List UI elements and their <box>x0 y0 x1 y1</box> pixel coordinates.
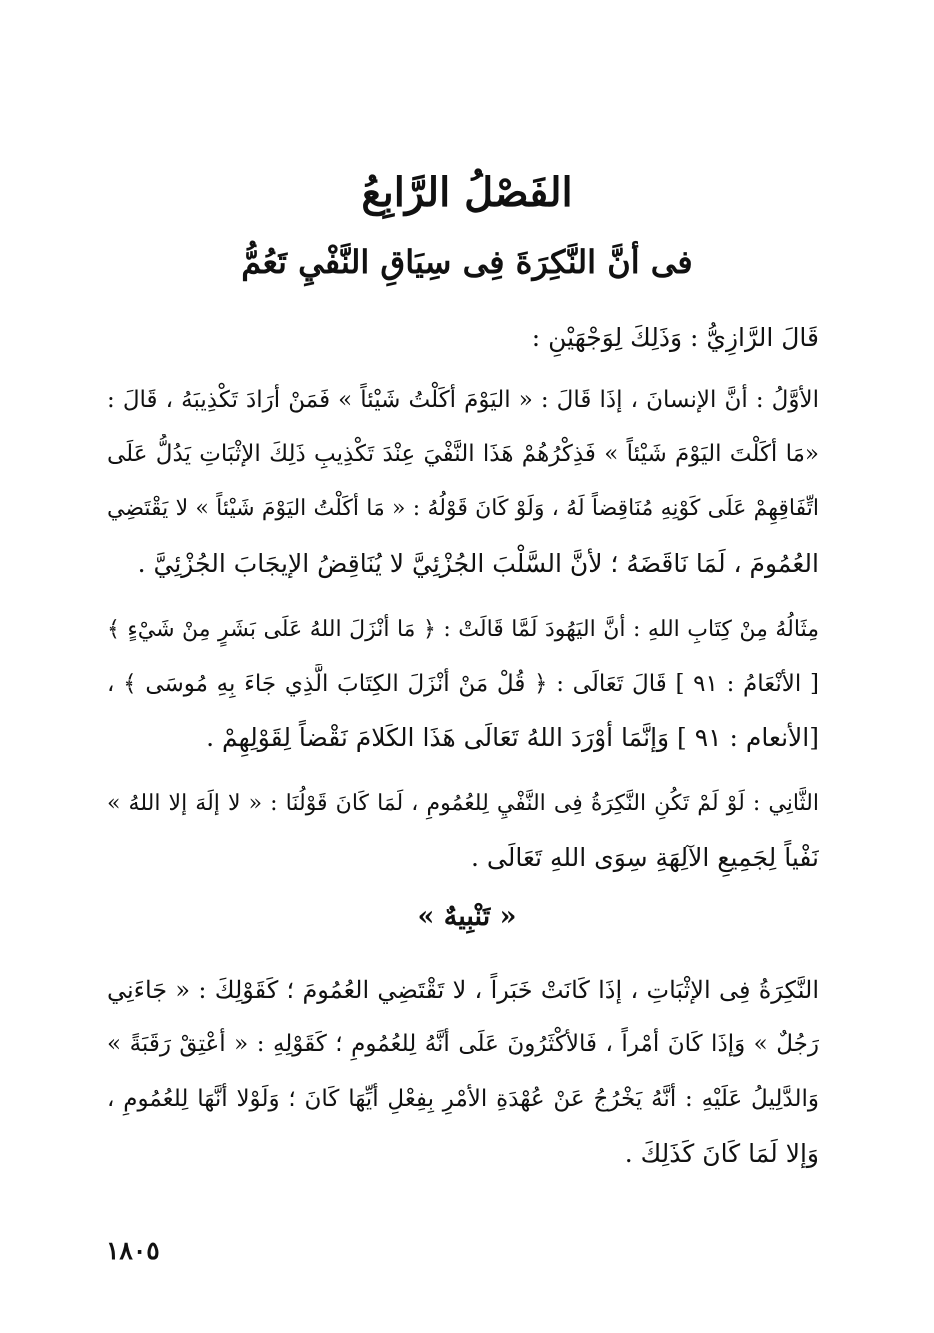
example-line-1: مِثَالُهُ مِنْ كِتَابِ اللهِ : أنَّ اليَهُودَ لَمَّا قَالَتْ : ﴿ مَا أنْزَلَ اللهُ عَلَى بَشَرٍ مِنْ شَيْءٍ ﴾ <box>107 617 819 642</box>
chapter-subtitle: فى أنَّ النَّكِرَةَ فِى سِيَاقِ النَّفْيِ تَعُمُّ <box>241 243 693 281</box>
note-line-1: النَّكِرَةُ فِى الإثْبَاتِ ، إذَا كَانَتْ خَبَراً ، لا تَقْتَضِي العُمُومَ ؛ كَقَوْلِكَ : « جَاءَنِي <box>107 976 819 1004</box>
note-line-3: وَالدَّلِيلُ عَلَيْهِ : أنَّهُ يَخْرُجُ عَنْ عُهْدَةِ الأمْرِ بِفِعْلِ أيِّهَا كَانَ ؛ وَلَوْلا أنَّهَا لِلعُمُومِ ، <box>107 1086 819 1112</box>
page-number: ١٨٠٥ <box>106 1236 160 1265</box>
first-reason-line-1: الأوَّلُ : أنَّ الإنسانَ ، إذَا قَالَ : « اليَوْمَ أكَلْتُ شَيْئاً » فَمَنْ أرَادَ تَكْذِيبَهُ ، قَالَ : <box>107 387 819 413</box>
intro-line: قَالَ الرَّازِيُّ : وَذَلِكَ لِوَجْهَيْنِ : <box>531 323 819 352</box>
first-reason-line-4: العُمُومَ ، لَمَا نَاقَضَهُ ؛ لأنَّ السَّلْبَ الجُزْئِيَّ لا يُنَاقِضُ الإيجَابَ الجُزْئِيَّ . <box>137 549 819 578</box>
example-line-3: [الأنعام : ٩١ ] وَإنَّمَا أوْرَدَ اللهُ تَعَالَى هَذَا الكَلامَ نَقْضاً لِقَوْلِهِمْ . <box>206 723 819 752</box>
second-reason-line-1: الثَّانِي : لَوْ لَمْ تَكُنِ النَّكِرَةُ فِى النَّفْيِ لِلعُمُومِ ، لَمَا كَانَ قَوْلُنَا : « لا إلَهَ إلا اللهُ » <box>107 791 819 816</box>
first-reason-line-2: «مَا أكَلْتَ اليَوْمَ شَيْئاً » فَذِكْرُهُمْ هَذَا النَّفْيَ عِنْدَ تَكْذِيبِ ذَلِكَ الإثْبَاتِ يَدُلُّ عَلَى <box>107 441 819 467</box>
second-reason-line-2: نَفْياً لِجَمِيعِ الآلِهَةِ سِوَى اللهِ تَعَالَى . <box>471 843 819 872</box>
note-heading: « تَنْبِيهٌ » <box>417 901 517 932</box>
chapter-title: الفَصْلُ الرَّابِعُ <box>361 169 573 216</box>
example-line-2: [ الأنْعَامُ : ٩١ ] قَالَ تَعَالَى : ﴿ قُلْ مَنْ أنْزَلَ الكِتَابَ الَّذِي جَاءَ بِهِ مُوسَى ﴾ ، <box>107 671 819 697</box>
note-line-2: رَجُلٌ » وَإذَا كَانَ أمْراً ، فَالأكْثَرُونَ عَلَى أنَّهُ لِلعُمُومِ ؛ كَقَوْلِهِ : « أعْتِقْ رَقَبَةً » <box>107 1031 819 1057</box>
note-line-4: وَإلا لَمَا كَانَ كَذَلِكَ . <box>624 1139 819 1168</box>
first-reason-line-3: اتِّفَاقِهِمْ عَلَى كَوْنِهِ مُنَاقِضاً لَهُ ، وَلَوْ كَانَ قَوْلُهُ : « مَا أكَلْتُ اليَوْمَ شَيْئاً » لا يَقْتَضِي <box>107 496 819 521</box>
